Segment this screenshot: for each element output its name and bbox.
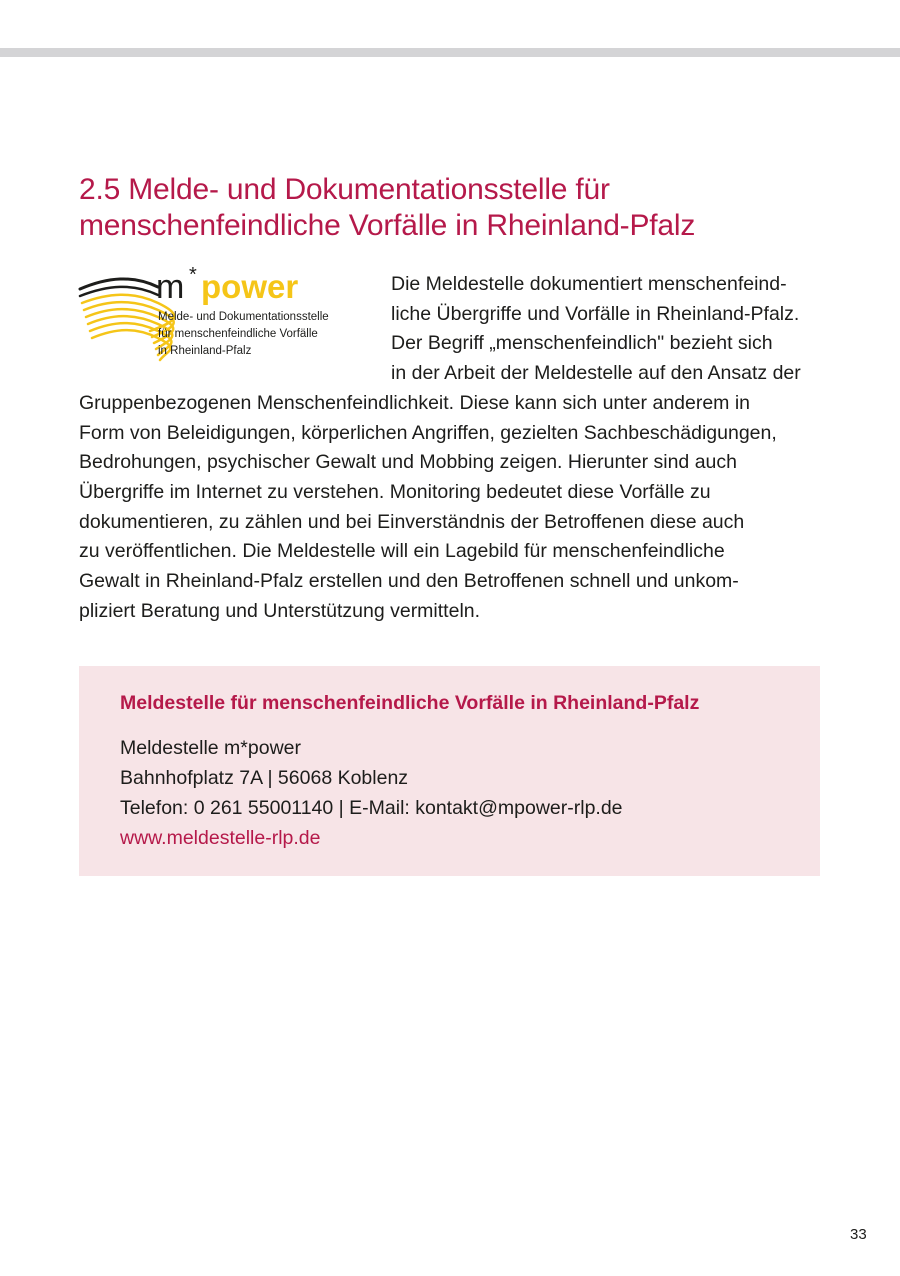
body-line: Gruppenbezogenen Menschenfeindlichkeit. Diese kann sich unter anderem in xyxy=(79,391,750,414)
page-number: 33 xyxy=(850,1226,867,1243)
section-heading xyxy=(79,172,839,244)
top-rule xyxy=(0,48,900,57)
section-heading-line-2: menschenfeindliche Vorfälle in Rheinland-Pfalz xyxy=(79,209,696,242)
logo-star: * xyxy=(189,265,197,286)
body-line: Bedrohungen, psychischer Gewalt und Mobbing zeigen. Hierunter sind auch xyxy=(79,451,737,474)
logo-tagline-1: Melde- und Dokumentationsstelle xyxy=(158,311,329,323)
body-line: zu veröffentlichen. Die Meldestelle will ein Lagebild für menschenfeindliche xyxy=(79,540,725,563)
body-line: Form von Beleidigungen, körperlichen Angriffen, gezielten Sachbeschädigungen, xyxy=(79,421,777,444)
logo-prefix: m xyxy=(156,268,185,306)
logo-tagline-3: in Rheinland-Pfalz xyxy=(158,345,252,357)
section-heading-line-1: 2.5 Melde- und Dokumentationsstelle für xyxy=(79,173,610,206)
body-line: Der Begriff „menschenfeindlich" bezieht sich xyxy=(391,332,773,355)
contact-name: Meldestelle m*power xyxy=(120,737,301,759)
contact-address: Bahnhofplatz 7A | 56068 Koblenz xyxy=(120,767,409,789)
contact-details xyxy=(120,733,623,853)
body-line: Gewalt in Rheinland-Pfalz erstellen und den Betroffenen schnell und unkom- xyxy=(79,570,739,593)
contact-box xyxy=(79,666,820,876)
contact-title: Meldestelle für menschenfeindliche Vorfälle in Rheinland-Pfalz xyxy=(120,692,700,714)
contact-phone-email: Telefon: 0 261 55001140 | E-Mail: kontakt@mpower-rlp.de xyxy=(120,797,623,819)
body-line: Die Meldestelle dokumentiert menschenfeind- xyxy=(391,273,787,295)
website-link[interactable]: www.meldestelle-rlp.de xyxy=(120,827,321,849)
logo-tagline-2: für menschenfeindliche Vorfälle xyxy=(158,328,318,340)
body-line: in der Arbeit der Meldestelle auf den Ansatz der xyxy=(391,362,801,385)
body-line: pliziert Beratung und Unterstützung vermitteln. xyxy=(79,599,481,622)
body-line: liche Übergriffe und Vorfälle in Rheinland-Pfalz. xyxy=(391,302,800,325)
body-line: dokumentieren, zu zählen und bei Einverständnis der Betroffenen diese auch xyxy=(79,510,745,533)
body-line: Übergriffe im Internet zu verstehen. Monitoring bedeutet diese Vorfälle zu xyxy=(79,480,711,503)
body-paragraph xyxy=(79,270,824,626)
logo-brand: power xyxy=(201,268,299,305)
